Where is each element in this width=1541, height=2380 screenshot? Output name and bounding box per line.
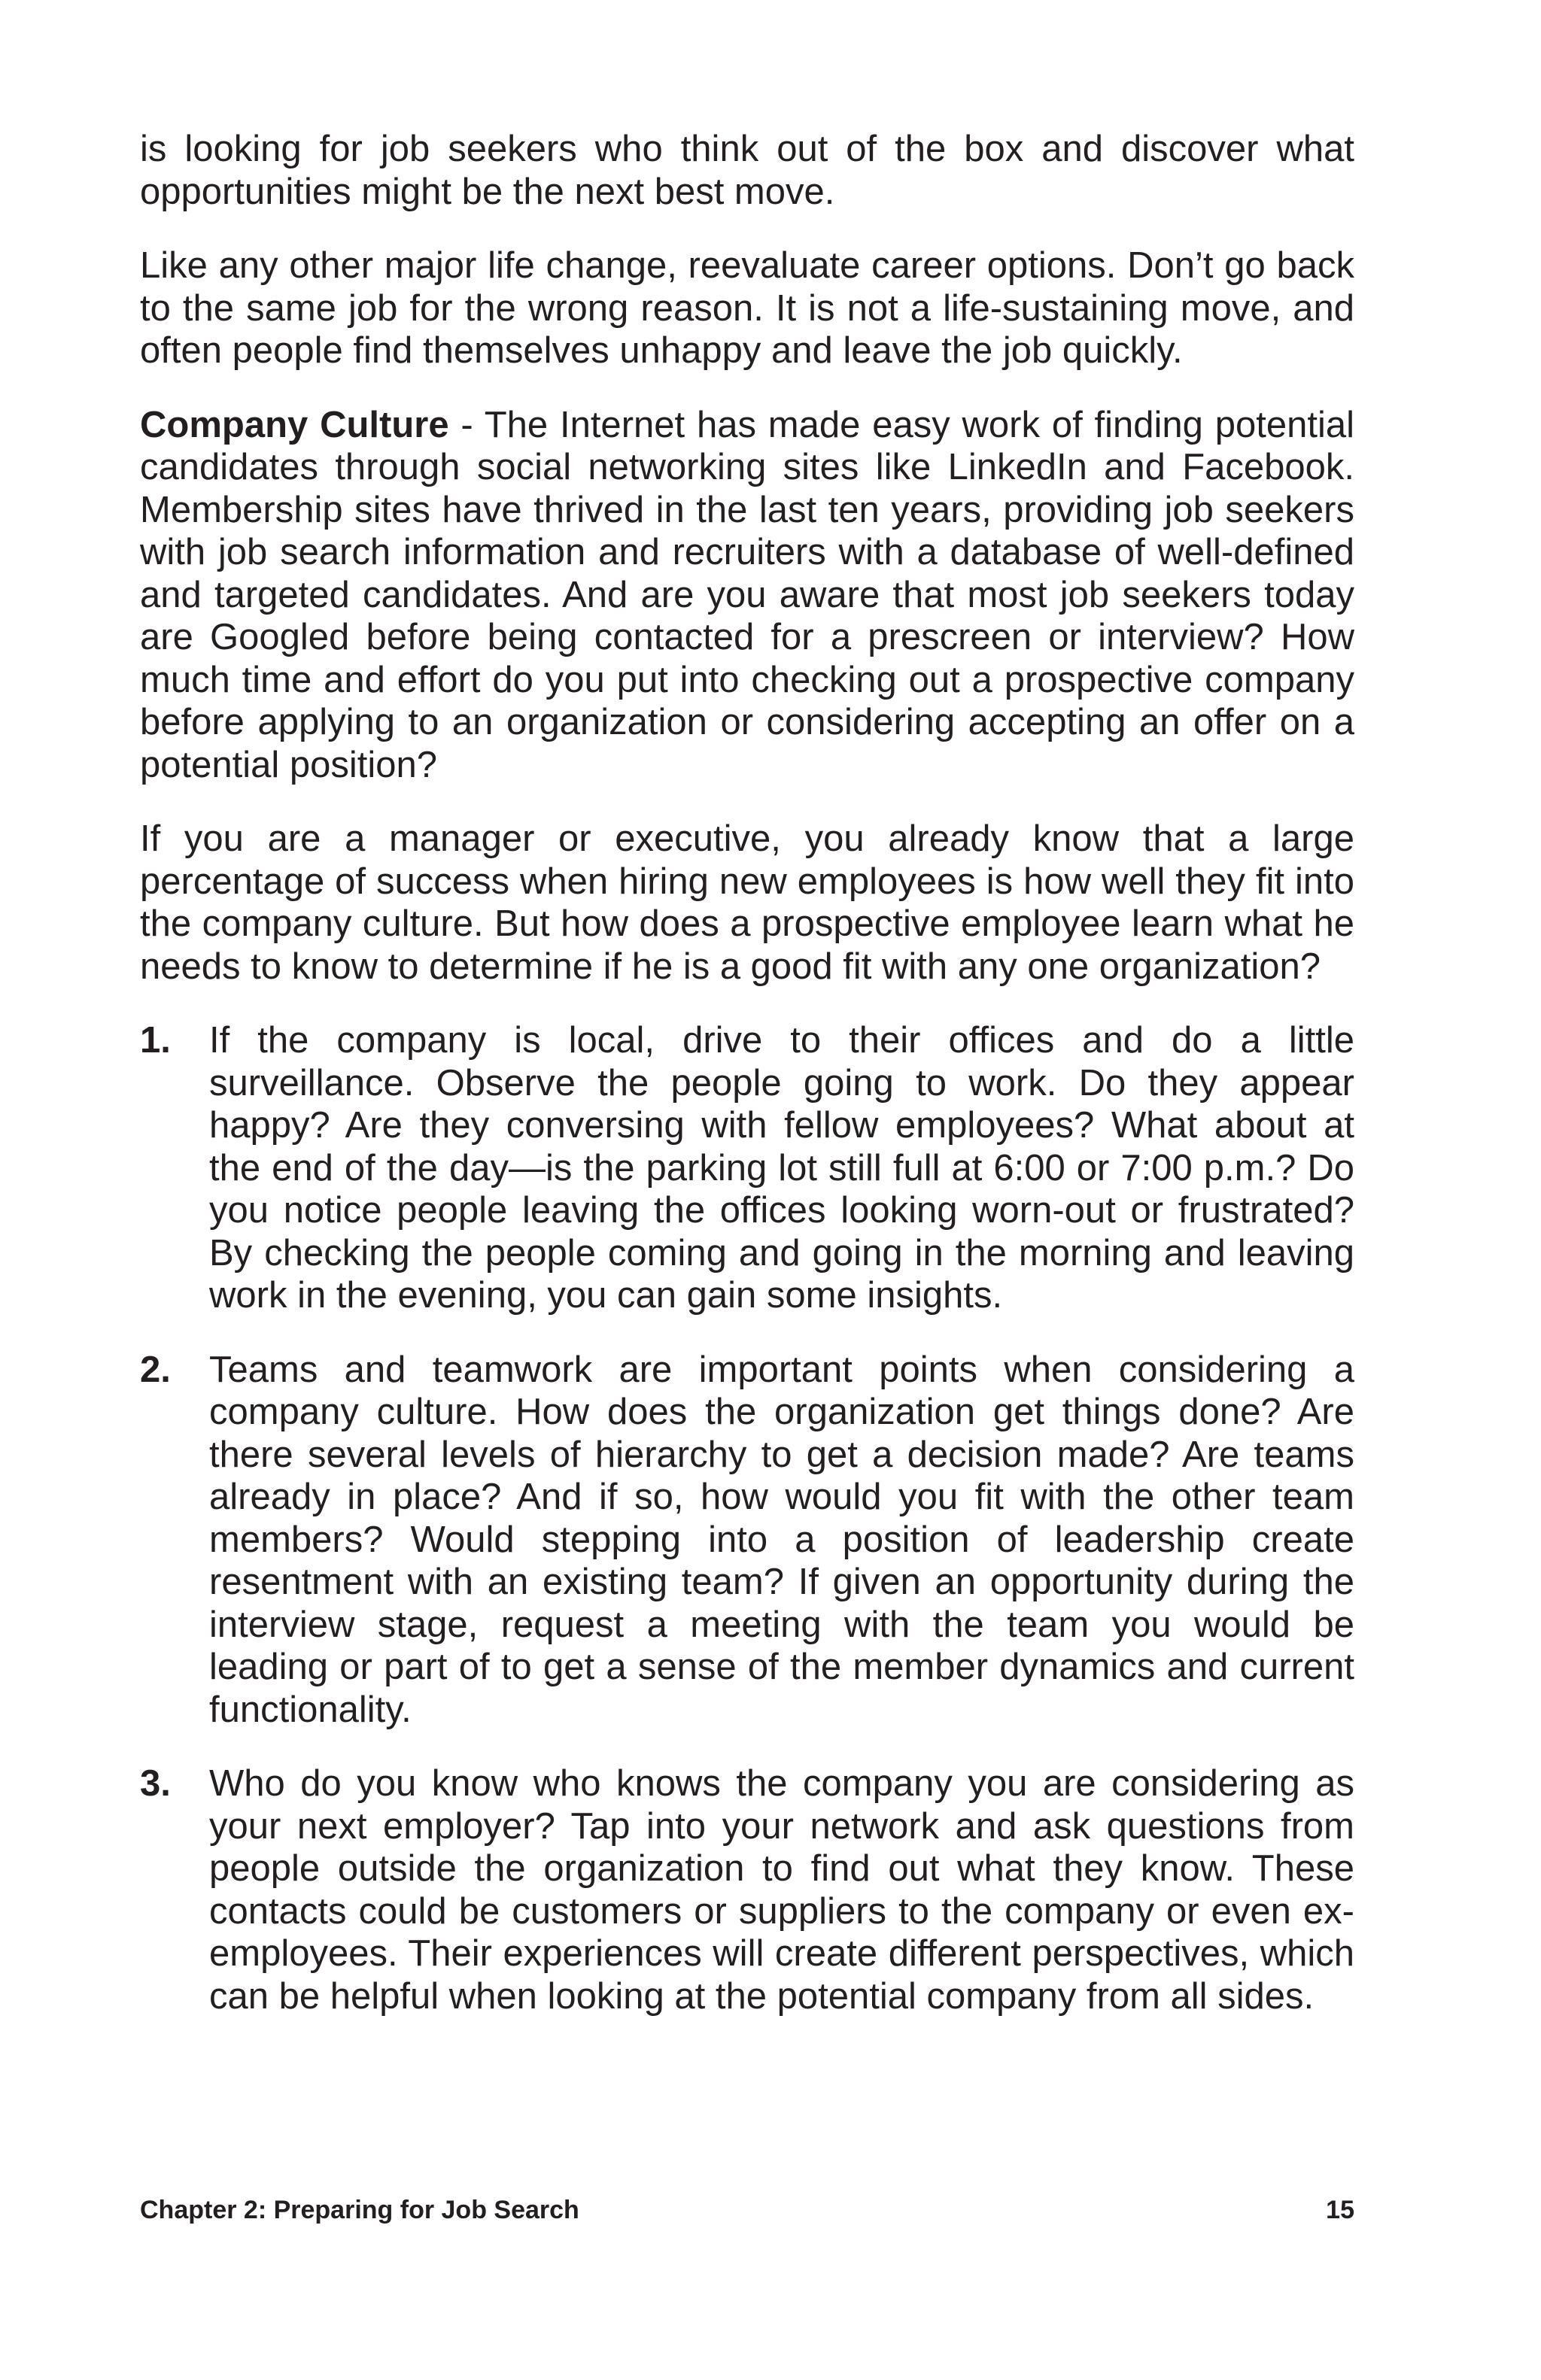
list-item-number: 1.	[140, 1020, 171, 1061]
paragraph-intro: is looking for job seekers who think out of the box and discover what opportunities might be the next best move.	[140, 129, 1354, 212]
list-item	[140, 1762, 1354, 2017]
list-item-text: Teams and teamwork are important points when considering a company culture. How does the organization get things done? Are there several levels of hierarchy to get a decision made? Are teams already in place? And if so, how would you fit with the other team members? Would stepping into a position of leadership create resentment with an existing team? If given an opportunity during the interview stage, request a meeting with the team you would be leading or part of to get a sense of the member dynamics and current functionality.	[209, 1349, 1354, 1730]
list-item-text: Who do you know who knows the company you are considering as your next employer? Tap into your network and ask questions from people outside the organization to find out what they know. These contacts could be customers or suppliers to the company or even ex-employees. Their experiences will create different perspectives, which can be helpful when looking at the potential company from all sides.	[209, 1763, 1354, 2017]
footer-chapter-title: Chapter 2: Preparing for Job Search	[140, 2196, 579, 2224]
list-item	[140, 1349, 1354, 1732]
paragraph-manager: If you are a manager or executive, you already know that a large percentage of success when hiring new employees is how well they fit into the company culture. But how does a prospective employee learn what he needs to know to determine if he is a good fit with any one organization?	[140, 818, 1354, 987]
list-item	[140, 1019, 1354, 1317]
company-culture-body: - The Internet has made easy work of finding potential candidates through social networking sites like LinkedIn and Facebook. Membership sites have thrived in the last ten years, providing job seekers with job search information and recruiters with a database of well-defined and targeted candidates. And are you aware that most job seekers today are Googled before being contacted for a prescreen or interview? How much time and effort do you put into checking out a prospective company before applying to an organization or considering accepting an offer on a potential position?	[140, 404, 1354, 785]
paragraph-company-culture	[140, 404, 1354, 787]
list-item-number: 2.	[140, 1349, 171, 1390]
company-culture-heading: Company Culture	[140, 404, 449, 445]
list-item-number: 3.	[140, 1763, 171, 1804]
footer-page-number: 15	[1326, 2196, 1354, 2224]
list-item-text: If the company is local, drive to their offices and do a little surveillance. Observe the people going to work. Do they appear happy? Are they conversing with fellow employees? What about at the end of the day—is the parking lot still full at 6:00 or 7:00 p.m.? Do you notice people leaving the offices looking worn-out or frustrated? By checking the people coming and going in the morning and leaving work in the evening, you can gain some insights.	[209, 1020, 1354, 1316]
page-footer	[140, 2195, 1354, 2225]
page-body	[140, 128, 1354, 2049]
paragraph-reevaluate: Like any other major life change, reevaluate career options. Don’t go back to the same job for the wrong reason. It is not a life-sustaining move, and often people find themselves unhappy and leave the job quickly.	[140, 245, 1354, 371]
numbered-list	[140, 1019, 1354, 2017]
